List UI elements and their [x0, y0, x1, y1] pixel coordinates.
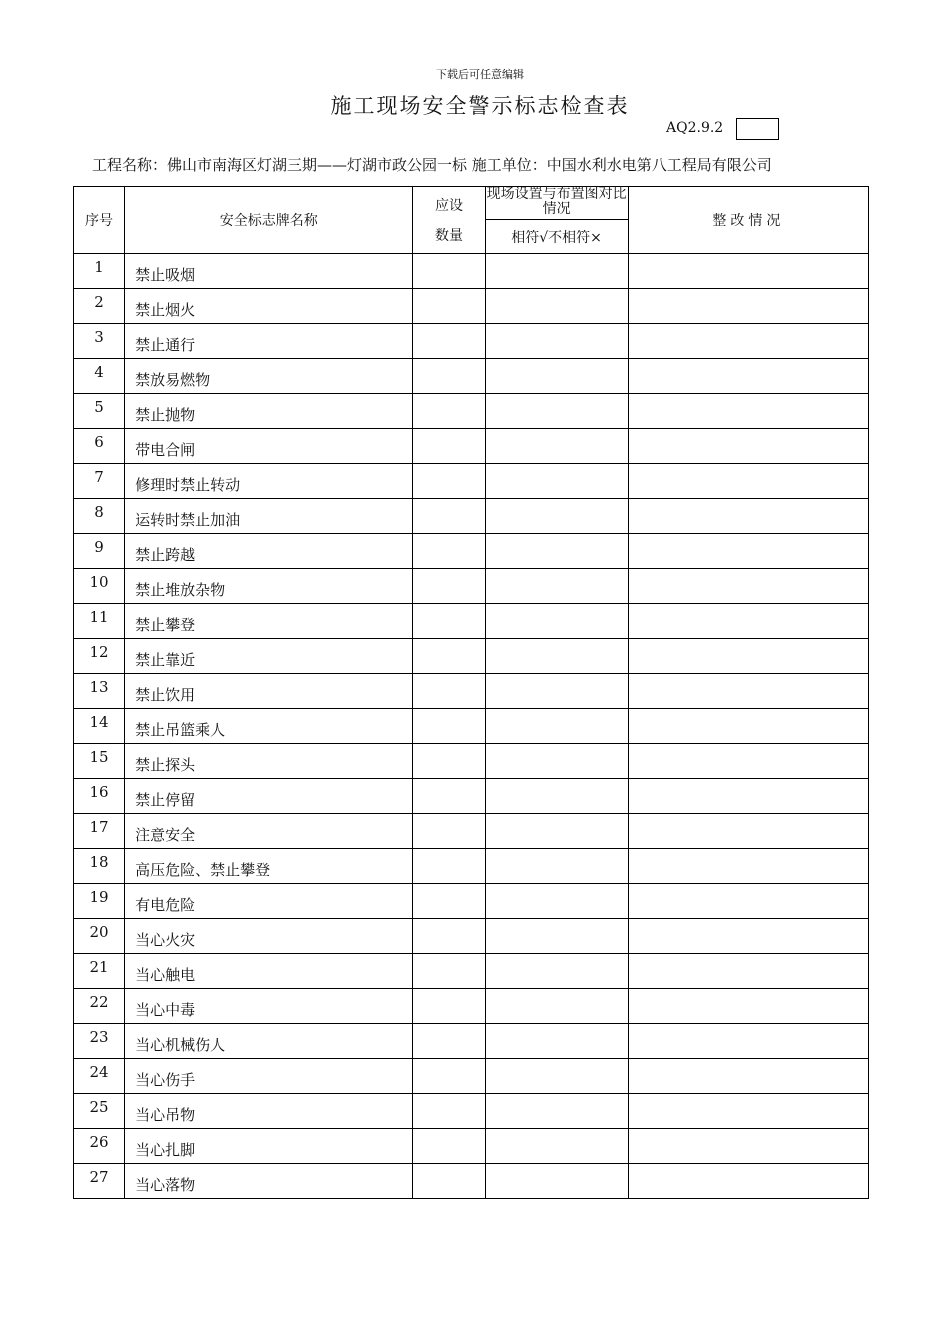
table-row [74, 919, 869, 954]
project-info: 工程名称：佛山市南海区灯湖三期——灯湖市政公园一标 施工单位：中国水利水电第八工程局有限公司 [92, 156, 772, 174]
header-quantity-line1: 应设 [434, 198, 463, 214]
table-row [74, 884, 869, 919]
table-row [74, 849, 869, 884]
rectification-cell[interactable] [628, 359, 868, 394]
comparison-cell[interactable] [485, 254, 628, 289]
table-row [74, 744, 869, 779]
table-row [74, 254, 869, 289]
comparison-cell[interactable] [485, 394, 628, 429]
quantity-cell[interactable] [413, 919, 485, 954]
table-row [74, 709, 869, 744]
rectification-cell[interactable] [628, 779, 868, 814]
rectification-cell[interactable] [628, 814, 868, 849]
comparison-cell[interactable] [485, 954, 628, 989]
quantity-cell[interactable] [413, 464, 485, 499]
table-row [74, 324, 869, 359]
rectification-cell[interactable] [628, 1059, 868, 1094]
sign-name: 当心中毒 [125, 989, 413, 1024]
table-row [74, 814, 869, 849]
rectification-cell[interactable] [628, 954, 868, 989]
sign-name: 当心落物 [125, 1164, 413, 1199]
rectification-cell[interactable] [628, 674, 868, 709]
row-number: 22 [74, 989, 125, 1024]
form-code: AQ2.9.2 [666, 120, 724, 136]
table-row [74, 1164, 869, 1199]
quantity-cell[interactable] [413, 814, 485, 849]
quantity-cell[interactable] [413, 1024, 485, 1059]
rectification-cell[interactable] [628, 394, 868, 429]
row-number: 2 [74, 289, 125, 324]
rectification-cell[interactable] [628, 1129, 868, 1164]
comparison-cell[interactable] [485, 1024, 628, 1059]
rectification-cell[interactable] [628, 604, 868, 639]
row-number: 8 [74, 499, 125, 534]
comparison-cell[interactable] [485, 779, 628, 814]
row-number: 16 [74, 779, 125, 814]
rectification-cell[interactable] [628, 1164, 868, 1199]
quantity-cell[interactable] [413, 639, 485, 674]
rectification-cell[interactable] [628, 989, 868, 1024]
quantity-cell[interactable] [413, 1129, 485, 1164]
comparison-cell[interactable] [485, 569, 628, 604]
header-quantity [413, 187, 485, 254]
quantity-cell[interactable] [413, 849, 485, 884]
comparison-cell[interactable] [485, 639, 628, 674]
row-number: 21 [74, 954, 125, 989]
sign-name: 禁止探头 [125, 744, 413, 779]
comparison-cell[interactable] [485, 1094, 628, 1129]
sign-name: 有电危险 [125, 884, 413, 919]
rectification-cell[interactable] [628, 1024, 868, 1059]
quantity-cell[interactable] [413, 359, 485, 394]
sign-name: 当心机械伤人 [125, 1024, 413, 1059]
table-row [74, 1024, 869, 1059]
sign-name: 禁止停留 [125, 779, 413, 814]
sign-name: 当心吊物 [125, 1094, 413, 1129]
rectification-cell[interactable] [628, 849, 868, 884]
comparison-cell[interactable] [485, 1164, 628, 1199]
page-title: 施工现场安全警示标志检查表 [330, 94, 630, 118]
form-number-box[interactable] [736, 118, 779, 140]
table-row [74, 604, 869, 639]
quantity-cell[interactable] [413, 499, 485, 534]
comparison-cell[interactable] [485, 709, 628, 744]
table-row [74, 1059, 869, 1094]
quantity-cell[interactable] [413, 534, 485, 569]
sign-name: 禁止吸烟 [125, 254, 413, 289]
row-number: 12 [74, 639, 125, 674]
row-number: 19 [74, 884, 125, 919]
table-row [74, 1129, 869, 1164]
quantity-cell[interactable] [413, 884, 485, 919]
quantity-cell[interactable] [413, 394, 485, 429]
rectification-cell[interactable] [628, 639, 868, 674]
row-number: 4 [74, 359, 125, 394]
rectification-cell[interactable] [628, 919, 868, 954]
rectification-cell[interactable] [628, 324, 868, 359]
row-number: 5 [74, 394, 125, 429]
table-row [74, 289, 869, 324]
sign-name: 带电合闸 [125, 429, 413, 464]
sign-name: 禁止烟火 [125, 289, 413, 324]
sign-name: 禁止靠近 [125, 639, 413, 674]
quantity-cell[interactable] [413, 1164, 485, 1199]
comparison-cell[interactable] [485, 1059, 628, 1094]
sign-name: 禁止抛物 [125, 394, 413, 429]
quantity-cell[interactable] [413, 569, 485, 604]
sign-name: 高压危险、禁止攀登 [125, 849, 413, 884]
comparison-cell[interactable] [485, 884, 628, 919]
table-row [74, 639, 869, 674]
rectification-cell[interactable] [628, 499, 868, 534]
row-number: 3 [74, 324, 125, 359]
comparison-cell[interactable] [485, 814, 628, 849]
table-row [74, 499, 869, 534]
comparison-cell[interactable] [485, 919, 628, 954]
header-no: 序号 [74, 187, 125, 254]
quantity-cell[interactable] [413, 604, 485, 639]
sign-name: 当心火灾 [125, 919, 413, 954]
row-number: 1 [74, 254, 125, 289]
comparison-cell[interactable] [485, 534, 628, 569]
rectification-cell[interactable] [628, 254, 868, 289]
sign-name: 修理时禁止转动 [125, 464, 413, 499]
sign-name: 禁止跨越 [125, 534, 413, 569]
comparison-cell[interactable] [485, 324, 628, 359]
inspection-table [73, 186, 869, 1199]
table-row [74, 534, 869, 569]
quantity-cell[interactable] [413, 779, 485, 814]
table-row [74, 779, 869, 814]
row-number: 20 [74, 919, 125, 954]
comparison-cell[interactable] [485, 499, 628, 534]
table-row [74, 1094, 869, 1129]
quantity-cell[interactable] [413, 1059, 485, 1094]
rectification-cell[interactable] [628, 884, 868, 919]
sign-name: 禁止通行 [125, 324, 413, 359]
sign-name: 当心扎脚 [125, 1129, 413, 1164]
comparison-cell[interactable] [485, 849, 628, 884]
rectification-cell[interactable] [628, 534, 868, 569]
row-number: 27 [74, 1164, 125, 1199]
quantity-cell[interactable] [413, 289, 485, 324]
header-sign-name: 安全标志牌名称 [125, 187, 413, 254]
table-body [74, 254, 869, 1199]
sign-name: 禁止攀登 [125, 604, 413, 639]
row-number: 6 [74, 429, 125, 464]
quantity-cell[interactable] [413, 1094, 485, 1129]
rectification-cell[interactable] [628, 709, 868, 744]
quantity-cell[interactable] [413, 674, 485, 709]
row-number: 18 [74, 849, 125, 884]
row-number: 7 [74, 464, 125, 499]
quantity-cell[interactable] [413, 429, 485, 464]
sign-name: 禁止堆放杂物 [125, 569, 413, 604]
comparison-cell[interactable] [485, 429, 628, 464]
sign-name: 当心伤手 [125, 1059, 413, 1094]
row-number: 13 [74, 674, 125, 709]
comparison-cell[interactable] [485, 674, 628, 709]
table-row [74, 429, 869, 464]
table-row [74, 359, 869, 394]
row-number: 23 [74, 1024, 125, 1059]
sign-name: 运转时禁止加油 [125, 499, 413, 534]
sign-name: 当心触电 [125, 954, 413, 989]
row-number: 11 [74, 604, 125, 639]
row-number: 14 [74, 709, 125, 744]
row-number: 15 [74, 744, 125, 779]
table-row [74, 464, 869, 499]
rectification-cell[interactable] [628, 289, 868, 324]
header-rectification: 整改情况 [628, 187, 868, 254]
table-row [74, 954, 869, 989]
rectification-cell[interactable] [628, 464, 868, 499]
row-number: 24 [74, 1059, 125, 1094]
quantity-cell[interactable] [413, 989, 485, 1024]
row-number: 9 [74, 534, 125, 569]
comparison-cell[interactable] [485, 359, 628, 394]
rectification-cell[interactable] [628, 1094, 868, 1129]
rectification-cell[interactable] [628, 429, 868, 464]
sign-name: 禁止吊篮乘人 [125, 709, 413, 744]
header-quantity-line2: 数量 [434, 228, 463, 244]
quantity-cell[interactable] [413, 744, 485, 779]
rectification-cell[interactable] [628, 744, 868, 779]
download-note: 下载后可任意编辑 [436, 68, 524, 81]
row-number: 25 [74, 1094, 125, 1129]
table-row [74, 989, 869, 1024]
row-number: 26 [74, 1129, 125, 1164]
quantity-cell[interactable] [413, 324, 485, 359]
quantity-cell[interactable] [413, 709, 485, 744]
quantity-cell[interactable] [413, 954, 485, 989]
comparison-cell[interactable] [485, 289, 628, 324]
rectification-cell[interactable] [628, 569, 868, 604]
comparison-cell[interactable] [485, 464, 628, 499]
sign-name: 禁放易燃物 [125, 359, 413, 394]
quantity-cell[interactable] [413, 254, 485, 289]
table-row [74, 394, 869, 429]
comparison-cell[interactable] [485, 1129, 628, 1164]
sign-name: 注意安全 [125, 814, 413, 849]
header-comparison: 现场设置与布置图对比情况 [485, 187, 628, 220]
comparison-cell[interactable] [485, 604, 628, 639]
sign-name: 禁止饮用 [125, 674, 413, 709]
table-row [74, 569, 869, 604]
header-comparison-legend: 相符√不相符× [485, 220, 628, 254]
row-number: 17 [74, 814, 125, 849]
comparison-cell[interactable] [485, 744, 628, 779]
table-row [74, 674, 869, 709]
row-number: 10 [74, 569, 125, 604]
comparison-cell[interactable] [485, 989, 628, 1024]
